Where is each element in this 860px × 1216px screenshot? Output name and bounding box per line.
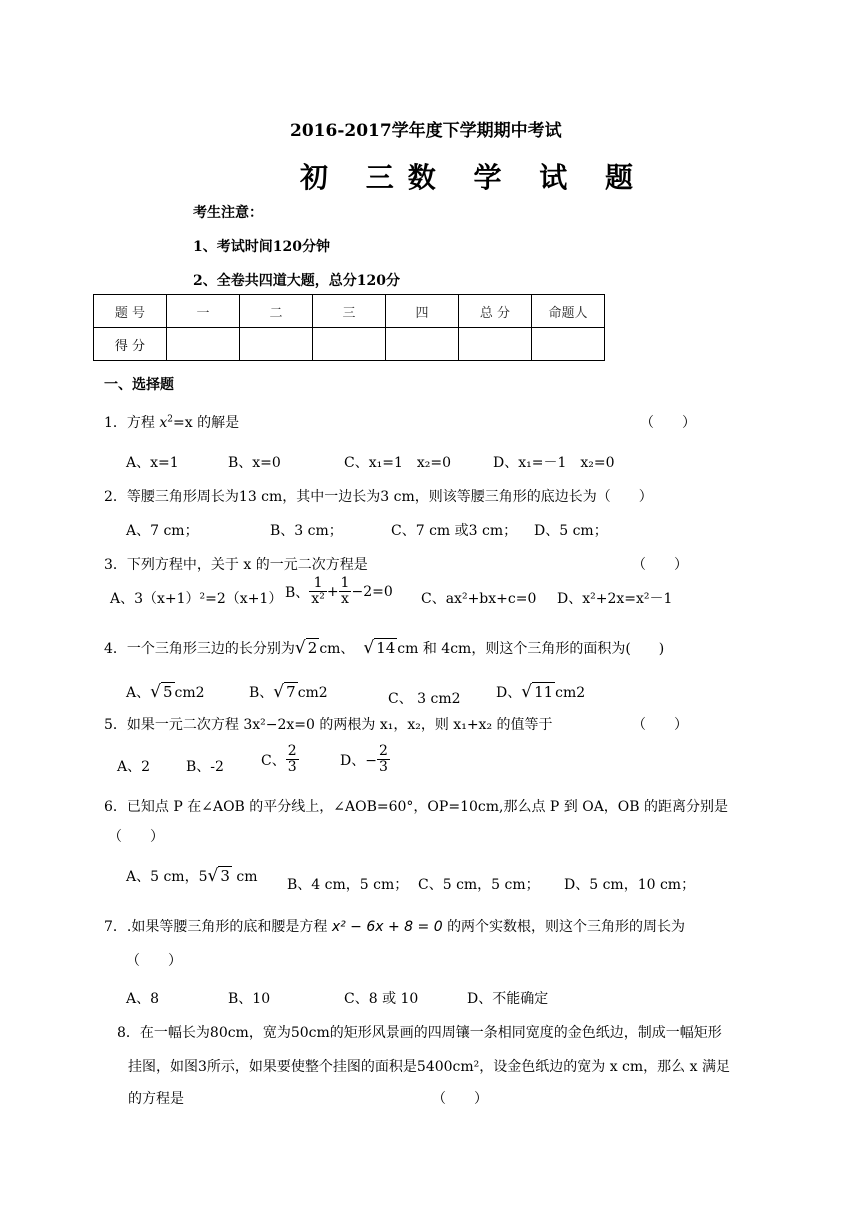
score-cell bbox=[167, 328, 240, 361]
option-d: D、x₁=－1 x₂=0 bbox=[493, 455, 615, 471]
question-7-stem: 7．.如果等腰三角形的底和腰是方程 x² − 6x + 8 = 0 的两个实数根，则这个三角形的周长为 bbox=[104, 919, 686, 935]
question-5-stem: 5．如果一元二次方程 3x²−2x=0 的两根为 x₁，x₂，则 x₁+x₂ 的值等于 bbox=[104, 717, 553, 733]
option-b: B、10 bbox=[228, 991, 271, 1007]
option-a: A、5 cm，5√ 3 cm bbox=[126, 866, 258, 886]
option-b: B、3 cm； bbox=[270, 523, 343, 539]
score-table-header-row bbox=[94, 295, 605, 328]
score-table-header-cell: 题 号 bbox=[94, 295, 167, 328]
score-table-score-row bbox=[94, 328, 605, 361]
score-table-header-cell: 命题人 bbox=[532, 295, 605, 328]
score-cell bbox=[459, 328, 532, 361]
option-d: D、x²+2x=x²－1 bbox=[557, 591, 673, 607]
option-d: D、√ 11 cm2 bbox=[496, 682, 586, 702]
notice-heading: 考生注意： bbox=[193, 205, 263, 221]
option-c: C、5 cm，5 cm； bbox=[418, 877, 540, 893]
question-8-line3: 的方程是 bbox=[128, 1091, 184, 1107]
question-1-stem: 1．方程 $x^2=x$ 的解是 bbox=[104, 414, 240, 431]
option-c: C、 3 cm2 bbox=[388, 691, 461, 707]
question-3-stem: 3．下列方程中，关于 x 的一元二次方程是 bbox=[104, 557, 368, 573]
option-a: A、8 bbox=[126, 991, 160, 1007]
question-8-line1: 8．在一幅长为80cm，宽为50cm的矩形风景画的四周镶一条相同宽度的金色纸边，制成一幅矩形 bbox=[117, 1025, 722, 1041]
question-4-stem: 4．一个三角形三边的长分别为√ 2 cm、 √ 14 cm 和 4cm，则这个三角形的面积为( ) bbox=[104, 638, 665, 658]
score-table-header-cell: 总 分 bbox=[459, 295, 532, 328]
option-b: B、√ 7 cm2 bbox=[249, 682, 328, 702]
option-d: D、5 cm，10 cm； bbox=[564, 877, 696, 893]
option-d: D、5 cm； bbox=[534, 523, 608, 539]
score-table-header-cell: 一 bbox=[167, 295, 240, 328]
question-2-stem: 2．等腰三角形周长为13 cm，其中一边长为3 cm，则该等腰三角形的底边长为（ ） bbox=[104, 489, 653, 505]
option-a: A、7 cm； bbox=[126, 523, 199, 539]
score-cell bbox=[532, 328, 605, 361]
option-a: A、3（x+1）²=2（x+1） bbox=[110, 591, 283, 607]
option-c: C、8 或 10 bbox=[344, 991, 419, 1007]
score-table-header-cell: 四 bbox=[386, 295, 459, 328]
notice-item-time: 1、考试时间120分钟 bbox=[193, 239, 330, 255]
option-c: C、 $\frac{2}{3}$ bbox=[261, 743, 297, 776]
equation: x² − 6x + 8 = 0 bbox=[331, 919, 443, 935]
answer-paren: （ ） bbox=[640, 415, 696, 431]
answer-paren: （ ） bbox=[126, 953, 182, 969]
score-table-header-cell: 三 bbox=[313, 295, 386, 328]
option-a: A、x=1 bbox=[126, 455, 179, 471]
notice-item-score: 2、全卷共四道大题，总分120分 bbox=[193, 273, 400, 289]
score-cell bbox=[240, 328, 313, 361]
exam-title-line2: 初 三数 学 试 题 bbox=[300, 161, 647, 194]
option-b: B、 $\frac{1}{\text{x²}}$ + $\frac{1}{x}$ −2=0 bbox=[285, 575, 393, 608]
question-8-line2: 挂图，如图3所示，如果要使整个挂图的面积是5400cm²，设金色纸边的宽为 x cm，那么 x 满足 bbox=[128, 1059, 730, 1075]
exam-title-line1: 2016-2017学年度下学期期中考试 bbox=[290, 121, 562, 141]
option-d: D、− $\frac{2}{3}$ bbox=[340, 743, 388, 776]
section-heading: 一、选择题 bbox=[104, 377, 174, 393]
option-c: C、7 cm 或3 cm； bbox=[391, 523, 518, 539]
option-a: A、2 bbox=[117, 759, 151, 775]
score-cell bbox=[313, 328, 386, 361]
answer-paren: （ ） bbox=[108, 829, 164, 845]
option-b: B、-2 bbox=[186, 759, 224, 775]
option-b: B、x=0 bbox=[228, 455, 281, 471]
option-a: A、√ 5 cm2 bbox=[126, 682, 205, 702]
answer-paren: （ ） bbox=[632, 717, 688, 733]
score-table-header-cell: 二 bbox=[240, 295, 313, 328]
answer-paren: （ ） bbox=[432, 1091, 488, 1107]
option-c: C、ax²+bx+c=0 bbox=[421, 591, 537, 607]
score-table bbox=[93, 294, 605, 361]
option-d: D、不能确定 bbox=[467, 991, 549, 1007]
score-table-row-label: 得 分 bbox=[94, 328, 167, 361]
answer-paren: （ ） bbox=[632, 557, 688, 573]
option-c: C、x₁=1 x₂=0 bbox=[344, 455, 452, 471]
score-cell bbox=[386, 328, 459, 361]
question-6-stem: 6．已知点 P 在∠AOB 的平分线上，∠AOB=60°，OP=10cm,那么点 P 到 OA，OB 的距离分别是 bbox=[104, 799, 729, 815]
option-b: B、4 cm，5 cm； bbox=[287, 877, 409, 893]
